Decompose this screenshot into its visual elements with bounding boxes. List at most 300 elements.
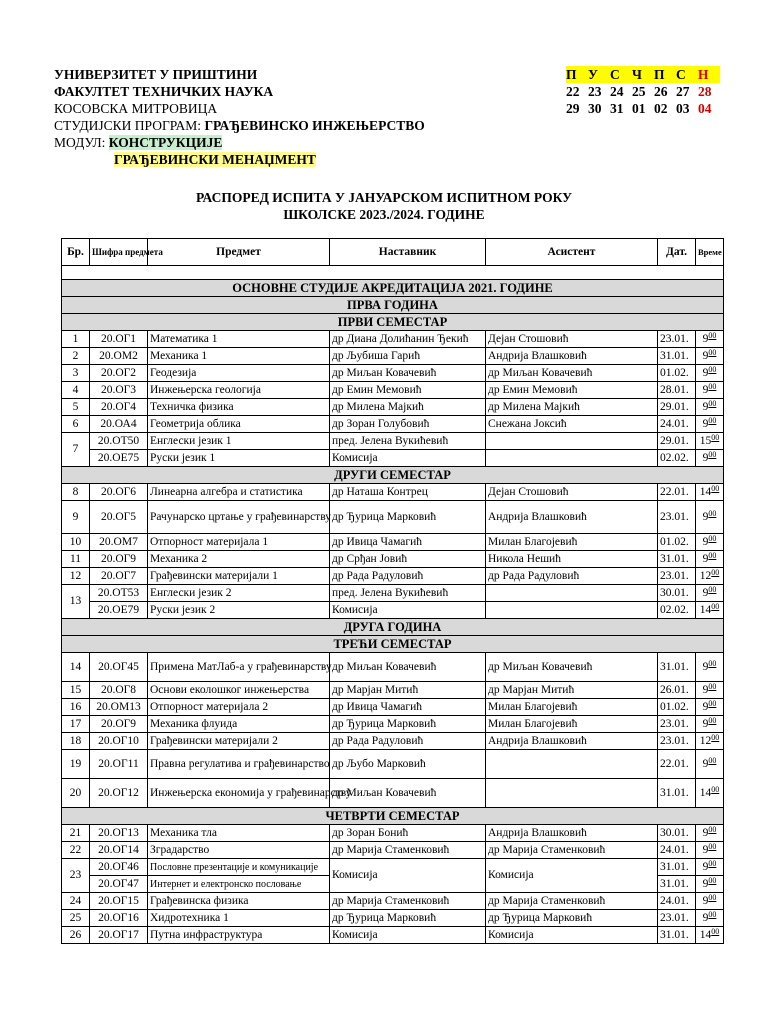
row-teacher: др Миљан Ковачевић	[330, 653, 486, 682]
row-date: 31.01.	[658, 551, 696, 568]
row-code: 20.ОГ4	[90, 399, 148, 416]
table-row	[62, 602, 724, 619]
row-code: 20.ОМ7	[90, 534, 148, 551]
row-subject: Рачунарско цртање у грађевинарству	[148, 501, 330, 534]
col-header-code: Шифра предмета	[90, 239, 148, 266]
table-row	[62, 750, 724, 779]
week-calendar	[566, 66, 720, 117]
row-assistant: Снежана Јоксић	[486, 416, 658, 433]
row-assistant	[486, 602, 658, 619]
row-teacher: Комисија	[330, 450, 486, 467]
time-minutes: 00	[708, 858, 717, 868]
row-assistant: Андрија Влашковић	[486, 348, 658, 365]
section-year-2: ДРУГА ГОДИНА	[62, 619, 724, 636]
col-header-no: Бр.	[62, 239, 90, 266]
time-hour: 9	[702, 894, 709, 907]
row-assistant	[486, 779, 658, 808]
calendar-day: Ч	[632, 66, 654, 83]
row-subject: Линеарна алгебра и статистика	[148, 484, 330, 501]
row-teacher: пред. Јелена Вукићевић	[330, 433, 486, 450]
row-no: 20	[62, 779, 90, 808]
row-no: 12	[62, 568, 90, 585]
row-code: 20.ОМ13	[90, 699, 148, 716]
time-hour: 9	[702, 400, 709, 413]
row-no: 21	[62, 825, 90, 842]
row-date: 24.01.	[658, 842, 696, 859]
row-time	[696, 682, 724, 699]
program-value: ГРАЂЕВИНСКО ИНЖЕЊЕРСТВО	[204, 118, 425, 133]
row-time	[696, 910, 724, 927]
row-date: 23.01.	[658, 910, 696, 927]
time-minutes: 00	[708, 330, 717, 340]
row-date: 22.01.	[658, 750, 696, 779]
row-subject: Интернет и електронско пословање	[148, 876, 330, 893]
row-date: 30.01.	[658, 825, 696, 842]
calendar-date: 26	[654, 84, 668, 99]
row-subject: Грађевински материјали 2	[148, 733, 330, 750]
row-code: 20.ОА4	[90, 416, 148, 433]
time-minutes: 00	[708, 381, 717, 391]
row-code: 20.ОГ3	[90, 382, 148, 399]
table-row	[62, 699, 724, 716]
time-hour: 9	[702, 757, 709, 770]
row-subject: Грађевинска физика	[148, 893, 330, 910]
time-hour: 9	[702, 366, 709, 379]
section-study: ОСНОВНЕ СТУДИЈЕ АКРЕДИТАЦИЈА 2021. ГОДИНЕ	[62, 280, 724, 297]
row-time	[696, 416, 724, 433]
row-teacher: др Ивица Чамагић	[330, 534, 486, 551]
row-assistant: Милан Благојевић	[486, 699, 658, 716]
row-teacher: др Зоран Бонић	[330, 825, 486, 842]
time-hour: 9	[702, 826, 709, 839]
module-label: МОДУЛ:	[54, 135, 109, 150]
row-time	[696, 893, 724, 910]
time-hour: 9	[702, 349, 709, 362]
row-time	[696, 876, 724, 893]
time-minutes: 00	[708, 658, 717, 668]
time-minutes: 00	[708, 533, 717, 543]
row-subject: Геодезија	[148, 365, 330, 382]
row-subject: Механика 1	[148, 348, 330, 365]
row-assistant: Андрија Влашковић	[486, 501, 658, 534]
row-assistant: др Марјан Митић	[486, 682, 658, 699]
row-assistant	[486, 433, 658, 450]
table-row	[62, 450, 724, 467]
table-row	[62, 484, 724, 501]
row-teacher: Комисија	[330, 859, 486, 893]
row-subject: Математика 1	[148, 331, 330, 348]
row-date: 23.01.	[658, 733, 696, 750]
row-subject: Путна инфраструктура	[148, 927, 330, 944]
col-header-subject: Предмет	[148, 239, 330, 266]
time-minutes: 00	[708, 892, 717, 902]
time-hour: 9	[702, 843, 709, 856]
section-row	[62, 808, 724, 825]
time-hour: 9	[702, 683, 709, 696]
row-code: 20.ОГ5	[90, 501, 148, 534]
row-no: 26	[62, 927, 90, 944]
col-header-date: Дат.	[658, 239, 696, 266]
time-hour: 14	[699, 928, 712, 941]
table-row	[62, 859, 724, 876]
row-time	[696, 399, 724, 416]
calendar-day-sunday: Н	[698, 66, 720, 83]
city-name: КОСОВСКА МИТРОВИЦА	[54, 101, 218, 116]
row-time	[696, 433, 724, 450]
row-time	[696, 653, 724, 682]
table-row	[62, 551, 724, 568]
row-subject: Инжењерска геологија	[148, 382, 330, 399]
row-no: 18	[62, 733, 90, 750]
row-time	[696, 779, 724, 808]
row-teacher: др Милена Мајкић	[330, 399, 486, 416]
row-date: 29.01.	[658, 399, 696, 416]
calendar-date: 31	[610, 101, 624, 116]
time-hour: 9	[702, 451, 709, 464]
time-minutes: 00	[708, 715, 717, 725]
time-hour: 12	[699, 569, 712, 582]
row-no: 2	[62, 348, 90, 365]
row-teacher: др Миљан Ковачевић	[330, 365, 486, 382]
row-time	[696, 750, 724, 779]
title-line-2: ШКОЛСКЕ 2023./2024. ГОДИНЕ	[283, 207, 485, 222]
row-assistant	[486, 750, 658, 779]
row-code: 20.ОМ2	[90, 348, 148, 365]
row-no: 22	[62, 842, 90, 859]
row-no: 24	[62, 893, 90, 910]
table-row	[62, 842, 724, 859]
time-hour: 9	[702, 383, 709, 396]
time-hour: 9	[702, 717, 709, 730]
row-teacher: Комисија	[330, 602, 486, 619]
calendar-date: 25	[632, 84, 646, 99]
section-year-1: ПРВА ГОДИНА	[62, 297, 724, 314]
row-no: 15	[62, 682, 90, 699]
row-no: 19	[62, 750, 90, 779]
time-minutes: 00	[708, 681, 717, 691]
row-time	[696, 699, 724, 716]
row-code: 20.ОГ17	[90, 927, 148, 944]
row-subject: Отпорност материјала 2	[148, 699, 330, 716]
row-subject: Механика тла	[148, 825, 330, 842]
table-row	[62, 348, 724, 365]
row-teacher: др Емин Мемовић	[330, 382, 486, 399]
time-hour: 9	[702, 700, 709, 713]
row-time	[696, 348, 724, 365]
row-assistant: др Милена Мајкић	[486, 399, 658, 416]
row-assistant: Никола Нешић	[486, 551, 658, 568]
time-hour: 9	[702, 877, 709, 890]
row-assistant: Андрија Влашковић	[486, 825, 658, 842]
row-no: 4	[62, 382, 90, 399]
time-hour: 9	[702, 535, 709, 548]
row-teacher: др Ђурица Марковић	[330, 501, 486, 534]
row-subject: Пословне презентације и комуникације	[148, 859, 330, 876]
time-minutes: 00	[711, 432, 720, 442]
row-teacher: др Наташа Контрец	[330, 484, 486, 501]
row-time	[696, 331, 724, 348]
row-time	[696, 716, 724, 733]
table-row	[62, 910, 724, 927]
blank-cell	[62, 266, 724, 280]
row-subject: Грађевински материјали 1	[148, 568, 330, 585]
row-assistant: др Емин Мемовић	[486, 382, 658, 399]
row-date: 22.01.	[658, 484, 696, 501]
calendar-day: У	[588, 66, 610, 83]
calendar-day: П	[654, 66, 676, 83]
row-teacher: др Зоран Голубовић	[330, 416, 486, 433]
time-minutes: 00	[708, 755, 717, 765]
table-row	[62, 825, 724, 842]
col-header-assistant: Асистент	[486, 239, 658, 266]
module-value-2: ГРАЂЕВИНСКИ МЕНАЏМЕНТ	[114, 152, 316, 167]
row-no: 6	[62, 416, 90, 433]
row-no: 9	[62, 501, 90, 534]
module-line-2	[54, 151, 425, 168]
row-time	[696, 534, 724, 551]
time-minutes: 00	[708, 909, 717, 919]
table-row	[62, 534, 724, 551]
section-row	[62, 314, 724, 331]
row-code: 20.ОГ10	[90, 733, 148, 750]
row-subject: Примена МатЛаб-а у грађевинарству	[148, 653, 330, 682]
table-row	[62, 893, 724, 910]
table-row	[62, 779, 724, 808]
row-time	[696, 602, 724, 619]
section-row	[62, 467, 724, 484]
table-row	[62, 682, 724, 699]
time-minutes: 00	[708, 584, 717, 594]
calendar-date: 22	[566, 84, 580, 99]
row-assistant: Андрија Влашковић	[486, 733, 658, 750]
row-assistant: Дејан Стошовић	[486, 331, 658, 348]
row-code: 20.ОГ8	[90, 682, 148, 699]
row-code: 20.ОГ11	[90, 750, 148, 779]
time-hour: 14	[699, 786, 712, 799]
row-time	[696, 859, 724, 876]
time-minutes: 00	[708, 449, 717, 459]
time-minutes: 00	[711, 784, 720, 794]
row-assistant: др Рада Радуловић	[486, 568, 658, 585]
table-row	[62, 927, 724, 944]
table-row	[62, 568, 724, 585]
row-subject: Отпорност материјала 1	[148, 534, 330, 551]
calendar-days-row	[566, 66, 720, 83]
row-teacher: др Диана Долићанин Ђекић	[330, 331, 486, 348]
row-time	[696, 842, 724, 859]
row-assistant: Милан Благојевић	[486, 716, 658, 733]
calendar-day: С	[610, 66, 632, 83]
section-semester-2: ДРУГИ СЕМЕСТАР	[62, 467, 724, 484]
calendar-date: 03	[676, 101, 690, 116]
university-name: УНИВЕРЗИТЕТ У ПРИШТИНИ	[54, 67, 258, 82]
row-code: 20.ОЕ79	[90, 602, 148, 619]
row-teacher: др Марјан Митић	[330, 682, 486, 699]
module-value-1: КОНСТРУКЦИЈЕ	[108, 135, 223, 150]
row-code: 20.ОГ14	[90, 842, 148, 859]
row-no: 23	[62, 859, 90, 893]
time-minutes: 00	[708, 698, 717, 708]
table-row	[62, 382, 724, 399]
title-line-1: РАСПОРЕД ИСПИТА У ЈАНУАРСКОМ ИСПИТНОМ РОКУ	[195, 190, 573, 205]
time-minutes: 00	[708, 508, 717, 518]
row-assistant: др Миљан Ковачевић	[486, 653, 658, 682]
calendar-date: 27	[676, 84, 690, 99]
row-subject: Зградарство	[148, 842, 330, 859]
time-minutes: 00	[711, 483, 720, 493]
row-teacher: др Марија Стаменковић	[330, 893, 486, 910]
time-hour: 9	[702, 417, 709, 430]
time-minutes: 00	[708, 550, 717, 560]
table-row	[62, 716, 724, 733]
row-code: 20.ОГ9	[90, 716, 148, 733]
calendar-day: С	[676, 66, 698, 83]
row-assistant: др Марија Стаменковић	[486, 842, 658, 859]
time-minutes: 00	[711, 567, 720, 577]
row-code: 20.ОЕ75	[90, 450, 148, 467]
row-date: 23.01.	[658, 568, 696, 585]
row-teacher: др Ивица Чамагић	[330, 699, 486, 716]
section-semester-1: ПРВИ СЕМЕСТАР	[62, 314, 724, 331]
time-minutes: 00	[711, 732, 720, 742]
section-row	[62, 636, 724, 653]
calendar-week-2	[566, 100, 720, 117]
row-no: 25	[62, 910, 90, 927]
row-date: 31.01.	[658, 348, 696, 365]
calendar-date: 23	[588, 84, 602, 99]
row-code: 20.ОГ45	[90, 653, 148, 682]
row-no: 16	[62, 699, 90, 716]
table-row	[62, 585, 724, 602]
row-subject: Основи еколошког инжењерства	[148, 682, 330, 699]
time-hour: 9	[702, 586, 709, 599]
time-minutes: 00	[708, 875, 717, 885]
row-date: 01.02.	[658, 699, 696, 716]
row-code: 20.ОГ12	[90, 779, 148, 808]
program-label: СТУДИЈСКИ ПРОГРАМ:	[54, 118, 205, 133]
col-header-teacher: Наставник	[330, 239, 486, 266]
time-minutes: 00	[708, 398, 717, 408]
time-hour: 15	[699, 434, 712, 447]
calendar-date: 29	[566, 101, 580, 116]
time-minutes: 00	[708, 347, 717, 357]
section-row	[62, 297, 724, 314]
row-subject: Техничка физика	[148, 399, 330, 416]
row-teacher: пред. Јелена Вукићевић	[330, 585, 486, 602]
faculty-name: ФАКУЛТЕТ ТЕХНИЧКИХ НАУКА	[54, 84, 274, 99]
row-teacher: др Миљан Ковачевић	[330, 779, 486, 808]
time-minutes: 00	[708, 364, 717, 374]
row-date: 24.01.	[658, 416, 696, 433]
calendar-date: 01	[632, 101, 646, 116]
row-date: 31.01.	[658, 653, 696, 682]
row-teacher: др Љубиша Гарић	[330, 348, 486, 365]
row-time	[696, 365, 724, 382]
time-minutes: 00	[708, 824, 717, 834]
row-date: 28.01.	[658, 382, 696, 399]
section-semester-4: ЧЕТВРТИ СЕМЕСТАР	[62, 808, 724, 825]
row-date: 26.01.	[658, 682, 696, 699]
row-assistant: др Ђурица Марковић	[486, 910, 658, 927]
row-code: 20.ОТ50	[90, 433, 148, 450]
time-hour: 14	[699, 603, 712, 616]
row-assistant: Комисија	[486, 927, 658, 944]
row-date: 31.01.	[658, 927, 696, 944]
row-code: 20.ОГ7	[90, 568, 148, 585]
time-hour: 9	[702, 860, 709, 873]
row-time	[696, 568, 724, 585]
calendar-date-sunday: 28	[698, 84, 712, 99]
table-row	[62, 399, 724, 416]
row-date: 31.01.	[658, 859, 696, 876]
calendar-date-sunday: 04	[698, 101, 712, 116]
row-no: 5	[62, 399, 90, 416]
section-row	[62, 280, 724, 297]
row-code: 20.ОГ13	[90, 825, 148, 842]
time-minutes: 00	[711, 601, 720, 611]
row-no: 10	[62, 534, 90, 551]
study-program	[54, 117, 425, 134]
row-no: 3	[62, 365, 90, 382]
row-time	[696, 733, 724, 750]
table-row	[62, 501, 724, 534]
row-teacher: др Рада Радуловић	[330, 568, 486, 585]
time-hour: 12	[699, 734, 712, 747]
row-assistant	[486, 585, 658, 602]
section-row	[62, 619, 724, 636]
time-hour: 9	[702, 552, 709, 565]
time-hour: 9	[702, 660, 709, 673]
row-assistant: Дејан Стошовић	[486, 484, 658, 501]
row-code: 20.ОГ6	[90, 484, 148, 501]
row-teacher: др Ђурица Марковић	[330, 716, 486, 733]
exam-schedule-table	[61, 238, 724, 944]
row-date: 23.01.	[658, 716, 696, 733]
row-time	[696, 585, 724, 602]
row-subject: Механика 2	[148, 551, 330, 568]
time-hour: 9	[702, 332, 709, 345]
document-header	[54, 66, 425, 168]
time-minutes: 00	[711, 926, 720, 936]
row-subject: Инжењерска економија у грађевинарству	[148, 779, 330, 808]
row-date: 31.01.	[658, 779, 696, 808]
row-subject: Правна регулатива и грађевинарство	[148, 750, 330, 779]
row-assistant	[486, 450, 658, 467]
time-minutes: 00	[708, 415, 717, 425]
row-no: 11	[62, 551, 90, 568]
row-no: 14	[62, 653, 90, 682]
row-teacher: др Ђурица Марковић	[330, 910, 486, 927]
time-hour: 9	[702, 911, 709, 924]
row-code: 20.ОГ15	[90, 893, 148, 910]
row-subject: Механика флуида	[148, 716, 330, 733]
module	[54, 134, 425, 151]
row-date: 31.01.	[658, 876, 696, 893]
section-semester-3: ТРЕЋИ СЕМЕСТАР	[62, 636, 724, 653]
row-subject: Руски језик 1	[148, 450, 330, 467]
row-date: 29.01.	[658, 433, 696, 450]
row-teacher: др Рада Радуловић	[330, 733, 486, 750]
calendar-date: 30	[588, 101, 602, 116]
row-subject: Руски језик 2	[148, 602, 330, 619]
row-code: 20.ОТ53	[90, 585, 148, 602]
table-header-row	[62, 239, 724, 266]
calendar-week-1	[566, 83, 720, 100]
calendar-date: 02	[654, 101, 668, 116]
row-subject: Енглески језик 1	[148, 433, 330, 450]
row-teacher: др Марија Стаменковић	[330, 842, 486, 859]
row-date: 01.02.	[658, 534, 696, 551]
